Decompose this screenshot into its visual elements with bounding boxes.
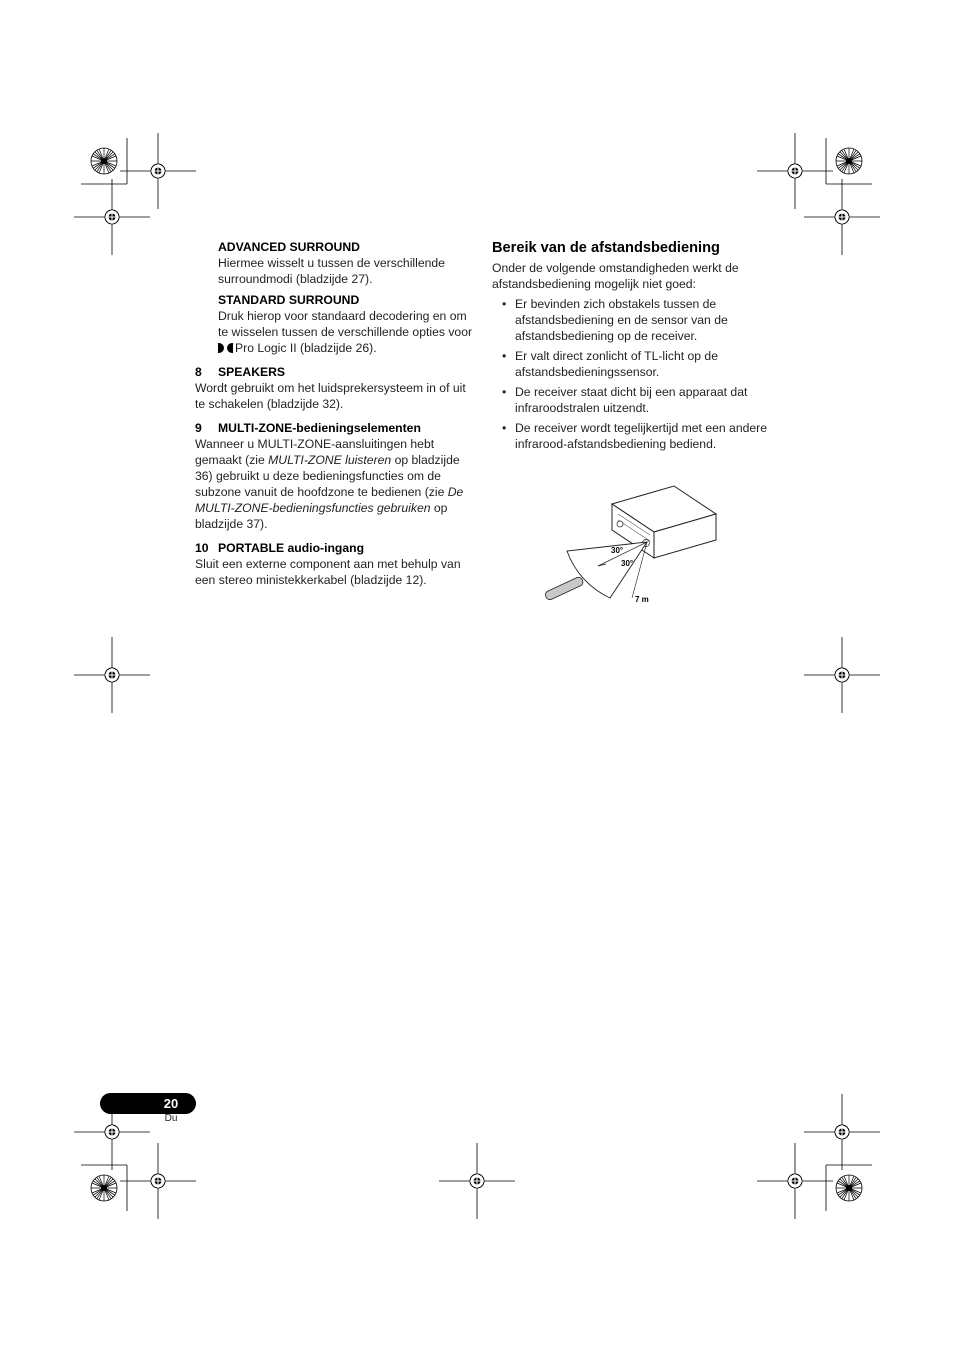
distance-label: 7 m — [635, 595, 649, 604]
advanced-surround-title: ADVANCED SURROUND — [218, 240, 360, 254]
item-9-text-part1: Wanneer u MULTI-ZONE-aansluitingen hebt gemaakt (zie — [195, 437, 435, 467]
list-item: • Er bevinden zich obstakels tussen de afstandsbediening en de sensor van de afstandsbediening op de receiver. — [492, 296, 774, 344]
condition-list — [492, 296, 774, 452]
angle-top-label: 30° — [611, 546, 624, 555]
standard-surround-title: STANDARD SURROUND — [218, 293, 360, 307]
item-9-italic-ref1: MULTI-ZONE luisteren — [268, 453, 392, 467]
item-10-section — [195, 540, 473, 588]
section-title: Bereik van de afstandsbediening — [492, 240, 720, 256]
right-column — [492, 239, 774, 456]
list-item: • De receiver staat dicht bij een apparaat dat infraroodstralen uitzendt. — [492, 384, 774, 416]
item-10-title: PORTABLE audio-ingang — [218, 541, 365, 555]
standard-surround-text — [218, 308, 473, 356]
remote-range-illustration — [540, 480, 730, 610]
remote-control-icon — [544, 576, 584, 601]
page-number: 20 — [163, 1096, 179, 1111]
list-item: • Er valt direct zonlicht of TL-licht op de afstandsbedieningssensor. — [492, 348, 774, 380]
item-9-text-part3: op bladzijde 37). — [195, 501, 448, 531]
language-code: Du — [164, 1113, 178, 1124]
item-8-number: 8 — [195, 365, 202, 379]
section-intro: Onder de volgende omstandigheden werkt de afstandsbediening mogelijk niet goed: — [492, 261, 739, 291]
standard-surround-section — [218, 292, 473, 356]
left-column — [195, 239, 473, 588]
item-10-number: 10 — [195, 541, 209, 555]
item-9-number: 9 — [195, 421, 202, 435]
item-9-text-part2: op bladzijde 36) gebruikt u deze bedieningsfuncties om de subzone vanuit de hoofdzone te bedienen (zie — [195, 453, 460, 499]
item-9-italic-ref2: De MULTI-ZONE-bedieningsfuncties gebruiken — [195, 485, 464, 515]
standard-surround-text-end: Pro Logic II (bladzijde 26). — [235, 341, 377, 355]
item-8-text: Wordt gebruikt om het luidsprekersysteem in of uit te schakelen (bladzijde 32). — [195, 381, 466, 411]
item-8-title: SPEAKERS — [218, 365, 286, 379]
advanced-surround-section — [218, 239, 473, 287]
standard-surround-text-start: Druk hierop voor standaard decodering en om te wisselen tussen de verschillende opties voor — [218, 309, 473, 339]
item-10-text: Sluit een externe component aan met behulp van een stereo ministekkerkabel (bladzijde 12). — [195, 557, 461, 587]
advanced-surround-text: Hiermee wisselt u tussen de verschillende surroundmodi (bladzijde 27). — [218, 256, 445, 286]
list-item: • De receiver wordt tegelijkertijd met een andere infrarood-afstandsbediening bediend. — [492, 420, 774, 452]
dolby-double-d-icon — [218, 343, 233, 353]
angle-bottom-label: 30° — [621, 559, 634, 568]
item-9-title: MULTI-ZONE-bedieningselementen — [218, 421, 421, 435]
item-8-section — [195, 364, 473, 412]
item-9-text — [195, 436, 473, 532]
item-9-section — [195, 420, 473, 532]
range-fan-icon — [567, 542, 647, 598]
